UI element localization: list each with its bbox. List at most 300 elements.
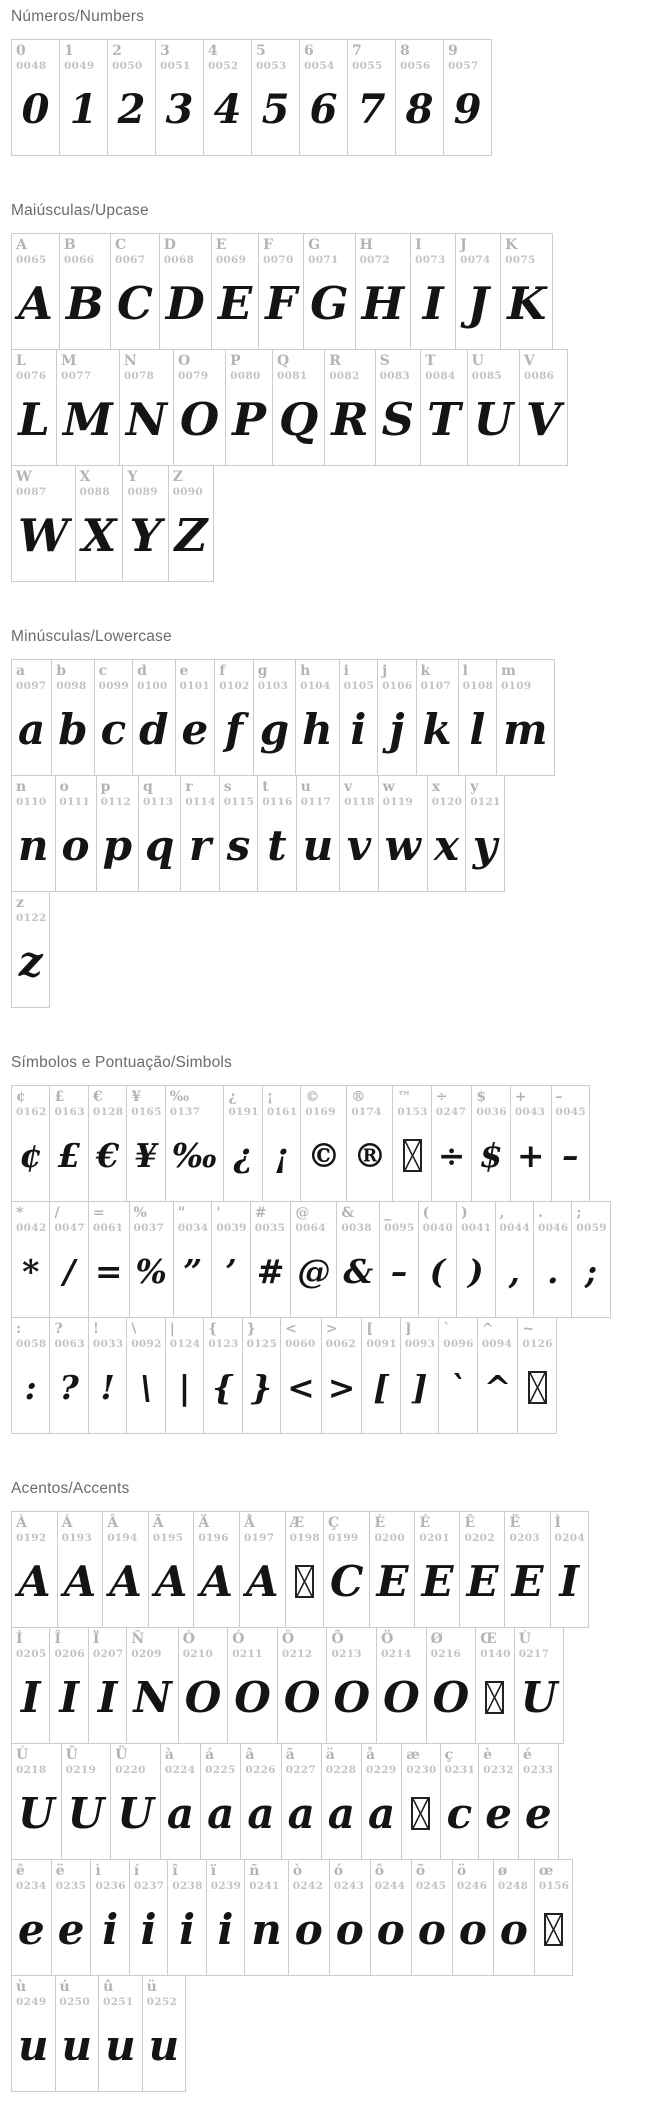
glyph-unicode-label: 0103 — [257, 680, 289, 692]
glyph-preview: P — [232, 393, 266, 446]
glyph-char-label: 8 — [400, 43, 410, 59]
glyph-cell — [534, 1859, 573, 1976]
glyph-preview: € — [96, 1136, 120, 1175]
glyph-row — [11, 1975, 661, 2092]
glyph-unicode-label: 0091 — [366, 1338, 397, 1350]
glyph-cell — [244, 1859, 289, 1976]
glyph-unicode-label: 0137 — [169, 1106, 201, 1118]
glyph-unicode-label: 0195 — [152, 1532, 184, 1544]
glyph-char-label: u — [300, 779, 311, 795]
glyph-char-label: û — [103, 1979, 114, 1995]
glyph-preview: , — [508, 1252, 520, 1291]
glyph-preview: b — [58, 704, 88, 754]
glyph-preview: – — [561, 1136, 579, 1175]
glyph-unicode-label: 0126 — [522, 1338, 553, 1350]
glyph-char-label: a — [16, 663, 26, 679]
glyph-preview: d — [139, 704, 169, 754]
glyph-preview: = — [94, 1252, 123, 1291]
glyph-preview: 4 — [213, 85, 242, 133]
glyph-char-label: ? — [54, 1321, 63, 1337]
glyph-cell — [420, 349, 468, 466]
glyph-char-label: , — [499, 1205, 505, 1221]
glyph-preview: n — [251, 1904, 282, 1954]
glyph-unicode-label: 0156 — [538, 1880, 570, 1892]
glyph-unicode-label: 0079 — [177, 370, 209, 382]
glyph-row — [11, 1859, 661, 1976]
glyph-unicode-label: 0085 — [471, 370, 503, 382]
glyph-unicode-label: 0233 — [522, 1764, 554, 1776]
glyph-cell — [49, 1627, 88, 1744]
glyph-unicode-label: 0244 — [374, 1880, 406, 1892]
glyph-preview: £ — [57, 1136, 81, 1175]
glyph-char-label: Á — [61, 1515, 73, 1531]
glyph-cell — [510, 1085, 552, 1202]
glyph-unicode-label: 0140 — [480, 1648, 511, 1660]
glyph-cell — [336, 1201, 380, 1318]
glyph-char-label: q — [142, 779, 153, 795]
glyph-char-label: ; — [576, 1205, 582, 1221]
glyph-char-label: Æ — [289, 1515, 305, 1531]
glyph-char-label: ` — [443, 1321, 451, 1337]
glyph-preview: { — [212, 1368, 234, 1407]
glyph-cell — [11, 1201, 50, 1318]
glyph-preview: \ — [140, 1368, 153, 1407]
glyph-char-label: ç — [444, 1747, 454, 1763]
glyph-preview: i — [350, 704, 367, 754]
glyph-preview: q — [144, 820, 175, 870]
glyph-char-label: Ô — [281, 1631, 295, 1647]
glyph-char-label: { — [208, 1321, 218, 1337]
glyph-char-label: 7 — [352, 43, 362, 59]
glyph-char-label: o — [59, 779, 69, 795]
glyph-unicode-label: 0205 — [16, 1648, 47, 1660]
glyph-preview: ; — [585, 1252, 598, 1291]
glyph-unicode-label: 0251 — [103, 1996, 134, 2008]
glyph-cell — [148, 1511, 195, 1628]
glyph-preview: w — [384, 820, 421, 870]
glyph-cell — [122, 465, 168, 582]
glyph-preview: O — [179, 393, 220, 446]
glyph-unicode-label: 0111 — [59, 796, 90, 808]
glyph-char-label: S — [379, 353, 390, 369]
glyph-preview: ` — [449, 1368, 467, 1407]
glyph-char-label: m — [501, 663, 516, 679]
glyph-unicode-label: 0116 — [262, 796, 293, 808]
glyph-preview: x — [433, 820, 459, 870]
glyph-preview: f — [224, 704, 244, 754]
glyph-char-label: – — [555, 1089, 563, 1105]
glyph-cell — [88, 1627, 127, 1744]
glyph-char-label: ï — [210, 1863, 217, 1879]
glyph-char-label: å — [366, 1747, 376, 1763]
glyph-unicode-label: 0214 — [381, 1648, 412, 1660]
glyph-unicode-label: 0092 — [131, 1338, 162, 1350]
glyph-char-label: p — [100, 779, 111, 795]
glyph-unicode-label: 0071 — [308, 254, 339, 266]
glyph-preview: i — [102, 1904, 119, 1954]
glyph-unicode-label: 0219 — [65, 1764, 97, 1776]
glyph-cell — [418, 1201, 457, 1318]
glyph-char-label: ( — [422, 1205, 430, 1221]
glyph-row — [11, 1743, 661, 1860]
glyph-cell — [379, 1201, 418, 1318]
glyph-char-label: â — [245, 1747, 255, 1763]
glyph-cell — [285, 1511, 324, 1628]
glyph-row — [11, 465, 661, 582]
glyph-cell — [300, 1085, 347, 1202]
glyph-char-label: Ê — [464, 1515, 476, 1531]
glyph-cell — [414, 1511, 460, 1628]
glyph-preview: ÷ — [437, 1136, 466, 1175]
glyph-cell — [456, 1201, 495, 1318]
glyph-unicode-label: 0216 — [430, 1648, 462, 1660]
glyph-cell — [258, 233, 304, 350]
glyph-preview: y — [472, 820, 498, 870]
glyph-row — [11, 891, 661, 1008]
section-title: Minúsculas/Lowercase — [11, 628, 172, 645]
glyph-char-label: Õ — [331, 1631, 344, 1647]
glyph-char-label: } — [246, 1321, 256, 1337]
glyph-row — [11, 1085, 661, 1202]
glyph-unicode-label: 0228 — [325, 1764, 357, 1776]
glyph-preview: 9 — [453, 85, 482, 133]
glyph-char-label: 3 — [160, 43, 170, 59]
glyph-cell — [51, 659, 94, 776]
glyph-char-label: \ — [131, 1321, 137, 1337]
glyph-cell — [90, 1859, 129, 1976]
glyph-unicode-label: 0080 — [230, 370, 261, 382]
glyph-cell — [369, 1511, 415, 1628]
missing-glyph-box-icon — [403, 1139, 422, 1172]
glyph-unicode-label: 0057 — [448, 60, 479, 72]
glyph-cell — [160, 1743, 201, 1860]
glyph-char-label: B — [63, 237, 76, 253]
glyph-cell — [504, 1511, 550, 1628]
glyph-cell — [495, 1201, 534, 1318]
glyph-preview: h — [302, 704, 333, 754]
glyph-unicode-label: 0064 — [295, 1222, 326, 1234]
glyph-unicode-label: 0124 — [169, 1338, 201, 1350]
glyph-preview: u — [148, 2020, 180, 2070]
glyph-char-label: ) — [461, 1205, 468, 1221]
glyph-unicode-label: 0212 — [281, 1648, 313, 1660]
glyph-preview: r — [188, 820, 212, 870]
glyph-unicode-label: 0051 — [160, 60, 191, 72]
glyph-char-label: C — [114, 237, 127, 253]
glyph-unicode-label: 0207 — [92, 1648, 124, 1660]
glyph-char-label: | — [169, 1321, 175, 1337]
glyph-preview: : — [24, 1368, 37, 1407]
glyph-cell — [323, 1511, 370, 1628]
glyph-preview: a — [327, 1788, 356, 1838]
glyph-preview: | — [178, 1368, 191, 1407]
glyph-preview: O — [333, 1672, 371, 1722]
glyph-preview: 8 — [405, 85, 434, 133]
glyph-cell — [295, 659, 340, 776]
glyph-unicode-label: 0224 — [164, 1764, 196, 1776]
glyph-row — [11, 1511, 661, 1628]
glyph-unicode-label: 0078 — [123, 370, 155, 382]
glyph-preview: + — [516, 1136, 545, 1175]
glyph-preview: S — [381, 393, 415, 446]
glyph-unicode-label: 0210 — [182, 1648, 214, 1660]
glyph-cell — [321, 1317, 363, 1434]
glyph-unicode-label: 0201 — [419, 1532, 450, 1544]
glyph-preview: J — [467, 277, 489, 330]
glyph-preview: ) — [468, 1252, 484, 1291]
glyph-unicode-label: 0193 — [61, 1532, 93, 1544]
glyph-char-label: @ — [295, 1205, 310, 1221]
glyph-cell — [411, 1859, 453, 1976]
glyph-cell — [102, 1511, 149, 1628]
glyph-char-label: Ç — [328, 1515, 340, 1531]
glyph-char-label: F — [263, 237, 274, 253]
glyph-cell — [110, 233, 160, 350]
glyph-preview: I — [97, 1672, 118, 1722]
glyph-row — [11, 659, 661, 776]
glyph-preview: u — [61, 2020, 93, 2070]
glyph-cell — [370, 1859, 412, 1976]
glyph-char-label: Œ — [480, 1631, 497, 1647]
glyph-unicode-label: 0239 — [210, 1880, 242, 1892]
glyph-char-label: ¡ — [266, 1089, 274, 1105]
glyph-char-label: x — [431, 779, 441, 795]
glyph-cell — [452, 1859, 494, 1976]
glyph-preview: a — [207, 1788, 235, 1838]
glyph-cell — [61, 1743, 112, 1860]
glyph-cell — [129, 1201, 174, 1318]
glyph-char-label: z — [16, 895, 24, 911]
glyph-cell — [55, 775, 97, 892]
glyph-char-label: É — [419, 1515, 431, 1531]
glyph-cell — [459, 1511, 505, 1628]
glyph-preview: i — [179, 1904, 196, 1954]
glyph-preview: X — [81, 509, 117, 562]
glyph-char-label: < — [285, 1321, 297, 1337]
glyph-unicode-label: 0211 — [232, 1648, 263, 1660]
glyph-preview: o — [417, 1904, 446, 1954]
glyph-char-label: Ü — [115, 1747, 128, 1763]
glyph-char-label: / — [54, 1205, 60, 1221]
glyph-cell — [11, 1975, 56, 2092]
glyph-preview: A — [245, 1556, 279, 1606]
glyph-cell — [168, 465, 215, 582]
glyph-preview: F — [265, 277, 298, 330]
glyph-preview: Y — [129, 509, 162, 562]
glyph-unicode-label: 0218 — [16, 1764, 47, 1776]
glyph-char-label: ¢ — [16, 1089, 26, 1105]
glyph-char-label: Â — [107, 1515, 119, 1531]
glyph-unicode-label: 0093 — [404, 1338, 436, 1350]
glyph-preview: o — [61, 820, 90, 870]
glyph-cell — [272, 349, 325, 466]
glyph-preview-missing — [286, 1544, 323, 1627]
glyph-preview: o — [376, 1904, 405, 1954]
glyph-unicode-label: 0074 — [460, 254, 491, 266]
glyph-char-label: 9 — [448, 43, 458, 59]
glyph-unicode-label: 0038 — [341, 1222, 372, 1234]
glyph-preview: K — [507, 277, 547, 330]
glyph-unicode-label: 0037 — [133, 1222, 164, 1234]
glyph-char-label: J — [460, 237, 467, 253]
glyph-char-label: 4 — [208, 43, 218, 59]
glyph-cell — [361, 1317, 400, 1434]
glyph-char-label: & — [341, 1205, 355, 1221]
glyph-unicode-label: 0113 — [142, 796, 174, 808]
glyph-unicode-label: 0209 — [131, 1648, 162, 1660]
glyph-preview: 1 — [69, 85, 98, 133]
glyph-preview: © — [307, 1136, 341, 1175]
glyph-unicode-label: 0227 — [285, 1764, 317, 1776]
glyph-preview: u — [18, 2020, 49, 2070]
glyph-char-label: € — [92, 1089, 103, 1105]
glyph-unicode-label: 0125 — [246, 1338, 278, 1350]
glyph-preview: U — [18, 1788, 55, 1838]
glyph-cell — [571, 1201, 610, 1318]
glyph-char-label: E — [215, 237, 227, 253]
glyph-unicode-label: 0232 — [483, 1764, 514, 1776]
glyph-cell — [211, 233, 259, 350]
glyph-preview: E — [217, 277, 253, 330]
glyph-cell — [138, 775, 181, 892]
glyph-cell — [475, 1627, 514, 1744]
glyph-preview-missing — [402, 1776, 439, 1859]
glyph-unicode-label: 0041 — [461, 1222, 492, 1234]
glyph-unicode-label: 0248 — [497, 1880, 529, 1892]
glyph-char-label: $ — [476, 1089, 487, 1105]
section-numbers — [11, 8, 661, 156]
glyph-cell — [426, 1627, 477, 1744]
glyph-char-label: % — [133, 1205, 147, 1221]
glyph-preview: T — [427, 393, 461, 446]
glyph-char-label: ì — [95, 1863, 101, 1879]
glyph-cell — [329, 1859, 371, 1976]
section-symbols — [11, 1054, 661, 1434]
glyph-unicode-label: 0202 — [464, 1532, 495, 1544]
glyph-preview: O — [234, 1672, 271, 1722]
glyph-unicode-label: 0242 — [292, 1880, 324, 1892]
glyph-preview: s — [226, 820, 251, 870]
glyph-char-label: ¥ — [131, 1089, 142, 1105]
glyph-cell — [361, 1743, 402, 1860]
glyph-unicode-label: 0053 — [256, 60, 287, 72]
glyph-preview: a — [368, 1788, 396, 1838]
glyph-cell — [551, 1085, 590, 1202]
glyph-preview: A — [109, 1556, 142, 1606]
glyph-unicode-label: 0236 — [95, 1880, 126, 1892]
glyph-preview: A — [154, 1556, 188, 1606]
missing-glyph-box-icon — [485, 1681, 504, 1714]
glyph-preview: O — [283, 1672, 321, 1722]
glyph-cell — [96, 775, 139, 892]
glyph-preview: E — [376, 1556, 409, 1606]
glyph-unicode-label: 0040 — [422, 1222, 454, 1234]
glyph-cell — [400, 1317, 439, 1434]
glyph-cell — [55, 1975, 100, 2092]
glyph-char-label: È — [374, 1515, 386, 1531]
glyph-cell — [11, 659, 52, 776]
glyph-preview: p — [102, 820, 132, 870]
glyph-preview: I — [422, 277, 444, 330]
glyph-cell — [155, 39, 204, 156]
glyph-unicode-label: 0225 — [205, 1764, 236, 1776]
glyph-cell — [175, 659, 216, 776]
glyph-cell — [395, 39, 444, 156]
glyph-unicode-label: 0033 — [92, 1338, 124, 1350]
glyph-unicode-label: 0192 — [16, 1532, 47, 1544]
glyph-char-label: ! — [92, 1321, 100, 1337]
glyph-unicode-label: 0163 — [54, 1106, 85, 1118]
glyph-preview: 0 — [21, 85, 50, 133]
glyph-char-label: ÷ — [435, 1089, 448, 1105]
section-title: Símbolos e Pontuação/Simbols — [11, 1054, 232, 1071]
glyph-unicode-label: 0048 — [16, 60, 47, 72]
glyph-unicode-label: 0235 — [55, 1880, 87, 1892]
glyph-cell — [467, 349, 520, 466]
glyph-cell — [126, 1085, 165, 1202]
glyph-row — [11, 233, 661, 350]
glyph-char-label: N — [123, 353, 137, 369]
glyph-preview: C — [330, 1556, 364, 1606]
glyph-preview: ? — [59, 1368, 79, 1407]
glyph-cell — [11, 1627, 50, 1744]
glyph-char-label: Î — [54, 1631, 61, 1647]
glyph-preview: v — [346, 820, 372, 870]
glyph-cell — [533, 1201, 572, 1318]
glyph-char-label: Û — [65, 1747, 78, 1763]
glyph-preview: o — [499, 1904, 528, 1954]
glyph-unicode-label: 0067 — [114, 254, 146, 266]
glyph-char-label: ô — [374, 1863, 385, 1879]
section-upcase — [11, 202, 661, 582]
glyph-cell — [378, 775, 428, 892]
glyph-char-label: î — [172, 1863, 178, 1879]
glyph-preview: # — [256, 1252, 285, 1291]
glyph-preview: O — [432, 1672, 470, 1722]
glyph-preview: O — [383, 1672, 420, 1722]
glyph-unicode-label: 0088 — [79, 486, 110, 498]
glyph-preview: A — [18, 277, 53, 330]
glyph-unicode-label: 0050 — [112, 60, 143, 72]
glyph-unicode-label: 0237 — [133, 1880, 165, 1892]
glyph-unicode-label: 0070 — [263, 254, 294, 266]
glyph-unicode-label: 0054 — [304, 60, 335, 72]
glyph-cell — [550, 1511, 589, 1628]
glyph-cell — [142, 1975, 187, 2092]
glyph-unicode-label: 0056 — [400, 60, 431, 72]
glyph-preview: > — [327, 1368, 356, 1407]
glyph-row — [11, 1627, 661, 1744]
glyph-unicode-label: 0198 — [289, 1532, 320, 1544]
glyph-unicode-label: 0234 — [16, 1880, 47, 1892]
glyph-preview: B — [65, 277, 104, 330]
glyph-preview: ¢ — [19, 1136, 43, 1175]
glyph-cell — [94, 659, 134, 776]
glyph-preview: e — [181, 704, 209, 754]
glyph-cell — [227, 1627, 278, 1744]
glyph-cell — [493, 1859, 535, 1976]
glyph-char-label: k — [420, 663, 431, 679]
glyph-cell — [214, 659, 253, 776]
glyph-unicode-label: 0084 — [425, 370, 456, 382]
glyph-char-label: Ó — [232, 1631, 245, 1647]
glyph-unicode-label: 0238 — [172, 1880, 203, 1892]
glyph-cell — [223, 1085, 262, 1202]
glyph-preview: Z — [174, 509, 208, 562]
glyph-preview: 2 — [117, 85, 146, 133]
glyph-cell — [165, 1085, 225, 1202]
glyph-preview: U — [520, 1672, 558, 1722]
